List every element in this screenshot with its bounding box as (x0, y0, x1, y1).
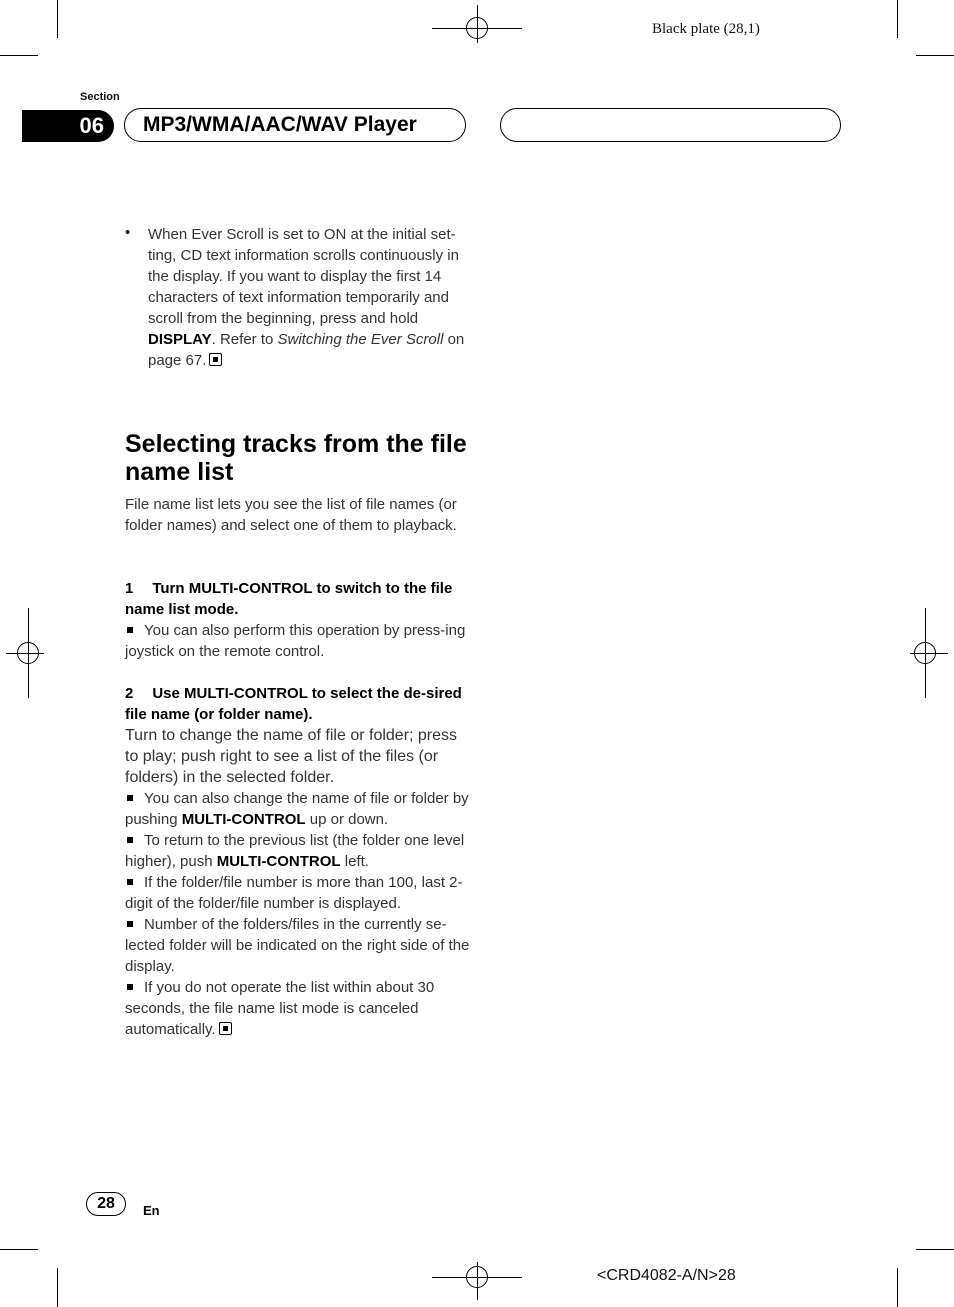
document-code: <CRD4082-A/N>28 (597, 1267, 736, 1284)
small-square-bullet-icon (127, 795, 133, 801)
step-title-text: Turn MULTI-CONTROL to switch to the file name list mode. (125, 580, 453, 618)
step-number: 1 (125, 580, 134, 597)
stop-square-icon (209, 353, 222, 366)
plate-label: Black plate (28,1) (652, 21, 760, 37)
bullet-text-part: When Ever Scroll is set to ON at the initial set-ting, CD text information scrolls continuously in the display. If you want to display the first 14 characters of text information temporarily and scroll from the beginning, press and hold (148, 226, 459, 327)
note-item (125, 788, 470, 830)
section-title: MP3/WMA/AAC/WAV Player (124, 108, 466, 142)
control-name: MULTI-CONTROL (216, 853, 341, 870)
section-heading: Selecting tracks from the file name list (125, 430, 467, 486)
crop-mark (897, 0, 898, 38)
note-item (125, 914, 470, 977)
crosshair-registration-icon (466, 17, 488, 39)
crosshair-registration-icon (17, 642, 39, 664)
crop-mark (57, 1268, 58, 1307)
language-label: En (143, 1203, 160, 1218)
cross-reference-title: Switching the Ever Scroll (277, 331, 444, 348)
section-label: Section (80, 91, 120, 103)
note-text: left. (340, 853, 369, 870)
note-item (125, 872, 470, 914)
note-text: You can also change the name of file or folder by pushing (125, 790, 469, 828)
section-intro: File name list lets you see the list of file names (or folder names) and select one of them to playback. (125, 496, 457, 534)
page-number: 28 (86, 1192, 126, 1216)
crop-mark (916, 1249, 954, 1250)
step-2-title (125, 683, 470, 725)
step-1-note (125, 620, 470, 662)
crop-mark (0, 55, 38, 56)
crop-mark (57, 0, 58, 38)
small-square-bullet-icon (127, 984, 133, 990)
display-key-name: DISPLAY (148, 331, 212, 348)
bullet-icon: • (125, 224, 131, 241)
small-square-bullet-icon (127, 627, 133, 633)
crop-mark (897, 1268, 898, 1307)
bullet-text-part: on page 67. (148, 331, 465, 369)
note-item (125, 977, 470, 1040)
section-number-tab: 06 (22, 110, 114, 142)
control-name: MULTI-CONTROL (181, 811, 306, 828)
small-square-bullet-icon (127, 837, 133, 843)
note-text: To return to the previous list (the folder one level higher), push (125, 832, 465, 870)
small-square-bullet-icon (127, 879, 133, 885)
small-square-bullet-icon (127, 921, 133, 927)
note-text: Number of the folders/files in the currently se-lected folder will be indicated on the right side of the display. (125, 916, 470, 975)
note-text: up or down. (305, 811, 389, 828)
note-text: You can also perform this operation by press-ing joystick on the remote control. (125, 622, 466, 660)
intro-bullet-text (148, 224, 468, 371)
bullet-text-part: . Refer to (211, 331, 278, 348)
note-text: If the folder/file number is more than 100, last 2-digit of the folder/file number is displayed. (125, 874, 463, 912)
step-2-body: Turn to change the name of file or folder; press to play; push right to see a list of the files (or folders) in the selected folder. (125, 727, 458, 786)
note-text: If you do not operate the list within about 30 seconds, the file name list mode is canceled automatically. (125, 979, 435, 1038)
step-title-text: Use MULTI-CONTROL to select the de-sired file name (or folder name). (125, 685, 462, 723)
step-number: 2 (125, 685, 134, 702)
note-item (125, 830, 470, 872)
stop-square-icon (219, 1022, 232, 1035)
crop-mark (0, 1249, 38, 1250)
header-empty-pill (500, 108, 841, 142)
crosshair-registration-icon (914, 642, 936, 664)
step-2-notes (125, 788, 470, 1040)
step-1-title (125, 578, 470, 620)
crop-mark (916, 55, 954, 56)
crosshair-registration-icon (466, 1266, 488, 1288)
